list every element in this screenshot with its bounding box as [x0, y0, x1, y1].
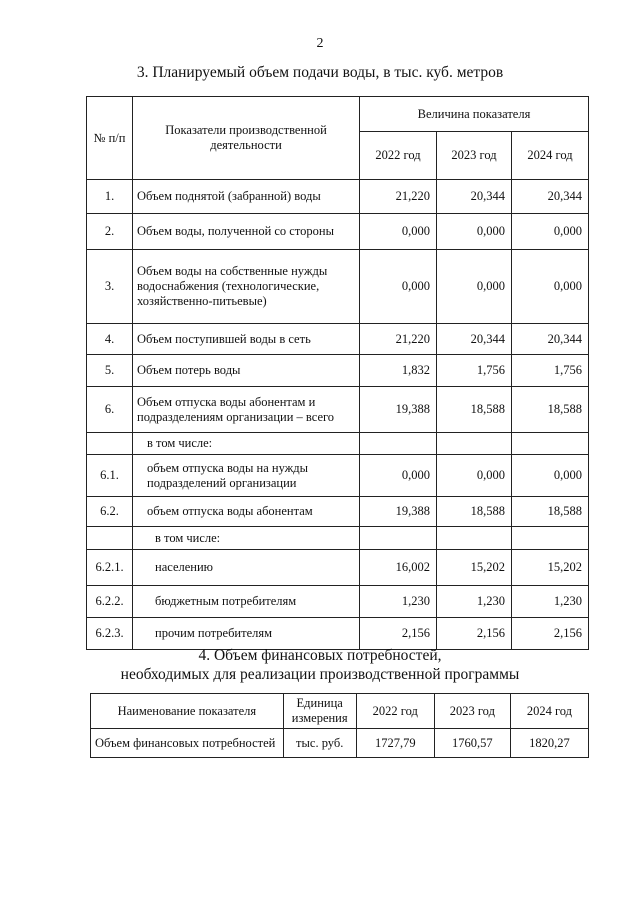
table-row	[87, 387, 589, 433]
table-row	[87, 586, 589, 618]
col-header-year: 2024 год	[510, 694, 588, 729]
row-value: 21,220	[360, 180, 437, 214]
col-header-year: 2022 год	[360, 132, 437, 180]
row-label: прочим потребителям	[133, 618, 360, 650]
table-row	[87, 550, 589, 586]
row-value: 2,156	[360, 618, 437, 650]
table-row	[91, 729, 589, 758]
row-value: 16,002	[360, 550, 437, 586]
row-num: 2.	[87, 214, 133, 250]
row-value	[437, 527, 512, 550]
col-header-name: Наименование показателя	[91, 694, 284, 729]
row-value: 0,000	[360, 214, 437, 250]
financial-needs-table	[90, 693, 589, 758]
row-value: 1,832	[360, 355, 437, 387]
col-header-indicator: Показатели производственной деятельности	[133, 97, 360, 180]
row-unit: тыс. руб.	[283, 729, 356, 758]
row-value: 1,230	[360, 586, 437, 618]
row-value: 0,000	[512, 455, 589, 497]
row-value: 1,230	[437, 586, 512, 618]
row-label: бюджетным потребителям	[133, 586, 360, 618]
col-header-year: 2022 год	[356, 694, 434, 729]
row-value: 18,588	[512, 387, 589, 433]
row-label: Объем поступившей воды в сеть	[133, 324, 360, 355]
row-label: Объем потерь воды	[133, 355, 360, 387]
row-value: 20,344	[512, 324, 589, 355]
page-number: 2	[316, 36, 324, 51]
row-value	[437, 433, 512, 455]
row-value: 0,000	[437, 250, 512, 324]
col-header-year: 2024 год	[512, 132, 589, 180]
row-value: 21,220	[360, 324, 437, 355]
row-value: 0,000	[512, 214, 589, 250]
row-num: 4.	[87, 324, 133, 355]
row-value: 18,588	[437, 497, 512, 527]
table-row	[87, 433, 589, 455]
table-row	[87, 324, 589, 355]
row-label: Объем воды на собственные нужды водоснабжения (технологические, хозяйственно-питьевые)	[133, 250, 360, 324]
table-row	[87, 455, 589, 497]
row-value: 20,344	[512, 180, 589, 214]
row-value: 0,000	[360, 455, 437, 497]
section4-title	[0, 646, 640, 684]
row-value: 0,000	[512, 250, 589, 324]
col-header-year: 2023 год	[434, 694, 510, 729]
row-value: 0,000	[437, 214, 512, 250]
row-value: 1820,27	[510, 729, 588, 758]
row-label: Объем финансовых потребностей	[91, 729, 284, 758]
row-value: 0,000	[360, 250, 437, 324]
row-value	[512, 527, 589, 550]
row-label: Объем воды, полученной со стороны	[133, 214, 360, 250]
row-num: 6.1.	[87, 455, 133, 497]
row-value: 20,344	[437, 180, 512, 214]
row-value	[360, 527, 437, 550]
row-value: 1,756	[512, 355, 589, 387]
row-value	[360, 433, 437, 455]
row-num: 6.2.2.	[87, 586, 133, 618]
row-num: 6.2.1.	[87, 550, 133, 586]
row-label: Объем отпуска воды абонентам и подразделениям организации – всего	[133, 387, 360, 433]
row-value: 1760,57	[434, 729, 510, 758]
col-header-year: 2023 год	[437, 132, 512, 180]
col-header-num: № п/п	[87, 97, 133, 180]
row-value: 2,156	[512, 618, 589, 650]
col-header-value-group: Величина показателя	[360, 97, 589, 132]
row-value: 19,388	[360, 387, 437, 433]
row-value: 1727,79	[356, 729, 434, 758]
row-value: 19,388	[360, 497, 437, 527]
row-label: населению	[133, 550, 360, 586]
row-value: 18,588	[512, 497, 589, 527]
row-value	[512, 433, 589, 455]
row-value: 0,000	[437, 455, 512, 497]
row-value: 1,756	[437, 355, 512, 387]
row-num: 3.	[87, 250, 133, 324]
table-row	[87, 214, 589, 250]
row-value: 20,344	[437, 324, 512, 355]
row-value: 2,156	[437, 618, 512, 650]
row-label: объем отпуска воды на нужды подразделений организации	[133, 455, 360, 497]
water-supply-table	[86, 96, 589, 650]
row-num	[87, 527, 133, 550]
table-row	[87, 355, 589, 387]
row-label: Объем поднятой (забранной) воды	[133, 180, 360, 214]
row-value: 15,202	[512, 550, 589, 586]
table-row	[87, 250, 589, 324]
col-header-unit: Единица измерения	[283, 694, 356, 729]
row-value: 15,202	[437, 550, 512, 586]
table-row	[87, 527, 589, 550]
row-value: 18,588	[437, 387, 512, 433]
row-num: 6.2.	[87, 497, 133, 527]
table-row	[87, 497, 589, 527]
row-label: в том числе:	[133, 527, 360, 550]
row-value: 1,230	[512, 586, 589, 618]
row-num: 5.	[87, 355, 133, 387]
table-row	[87, 180, 589, 214]
row-label: в том числе:	[133, 433, 360, 455]
row-num: 6.	[87, 387, 133, 433]
row-num	[87, 433, 133, 455]
row-num: 6.2.3.	[87, 618, 133, 650]
table-row	[87, 618, 589, 650]
section3-title: 3. Планируемый объем подачи воды, в тыс. куб. метров	[136, 64, 504, 81]
section4-title-line1: 4. Объем финансовых потребностей,	[198, 647, 442, 664]
row-label: объем отпуска воды абонентам	[133, 497, 360, 527]
row-num: 1.	[87, 180, 133, 214]
section4-title-line2: необходимых для реализации производственной программы	[120, 666, 520, 683]
